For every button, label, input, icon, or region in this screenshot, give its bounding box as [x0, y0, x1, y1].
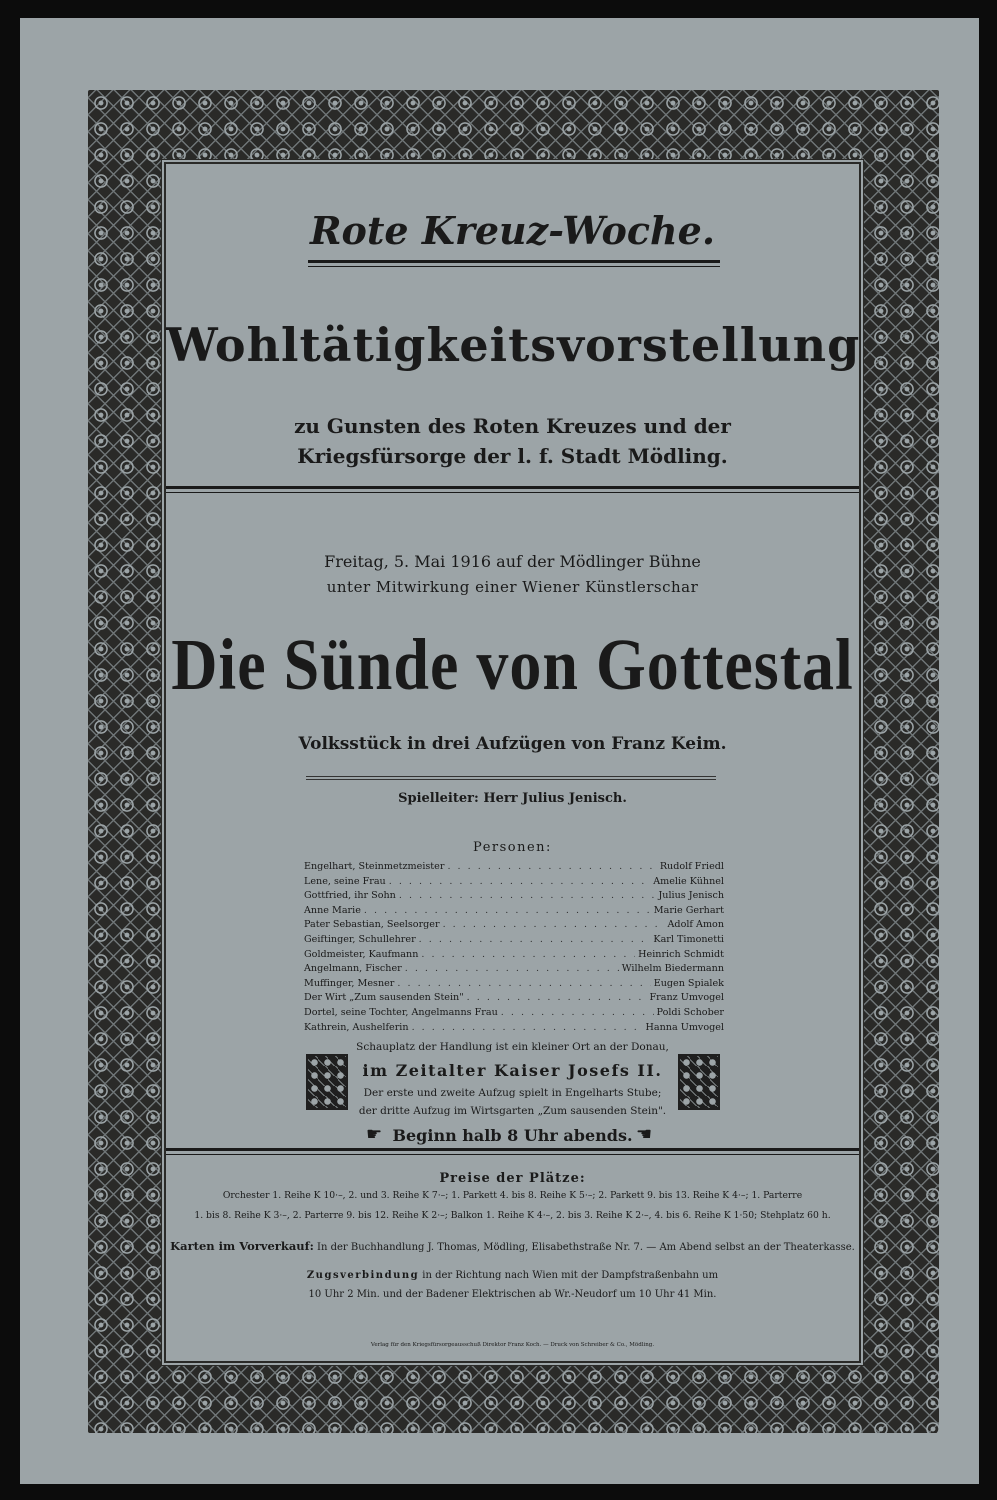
prices-line-2: 1. bis 8. Reihe K 3·–, 2. Parterre 9. bis 12. Reihe K 2·–; Balkon 1. Reihe K 4·–, 2. bis 3. Reihe K 2·–, 4. bis 6. Reihe K 1·50; Stehplatz 60 h.	[194, 1210, 831, 1221]
cast-actor: Amelie Kühnel	[653, 875, 724, 887]
prices-line-1: Orchester 1. Reihe K 10·–, 2. und 3. Reihe K 7·–; 1. Parkett 4. bis 8. Reihe K 5·–; 2. Parkett 9. bis 13. Reihe K 4·–; 1. Parterre	[222, 1190, 803, 1201]
cast-row	[304, 890, 724, 905]
cast-leader-dots	[399, 890, 656, 901]
cast-role: Der Wirt „Zum sausenden Stein"	[304, 992, 464, 1004]
cast-row	[304, 963, 724, 978]
cast-actor: Wilhelm Biedermann	[621, 963, 724, 975]
cast-actor: Poldi Schober	[656, 1006, 724, 1018]
cast-actor: Adolf Amon	[667, 919, 724, 931]
presale-text: In der Buchhandlung J. Thomas, Mödling, Elisabethstraße Nr. 7. — Am Abend selbst an der Theaterkasse.	[317, 1242, 855, 1253]
cast-list	[304, 861, 724, 1036]
setting-line-1: Schauplatz der Handlung ist ein kleiner Ort an der Donau,	[356, 1041, 669, 1053]
presale-label: Karten im Vorverkauf:	[170, 1239, 314, 1253]
cast-leader-dots	[419, 934, 651, 945]
cast-role: Engelhart, Steinmetzmeister	[304, 861, 445, 872]
setting-line-3: Der erste und zweite Aufzug spielt in Engelharts Stube;	[363, 1087, 662, 1099]
cast-row	[304, 1022, 724, 1037]
cast-actor: Marie Gerhart	[653, 904, 724, 916]
cast-heading: Personen:	[473, 840, 552, 855]
section-rule-2	[166, 1148, 859, 1155]
setting-line-4: der dritte Aufzug im Wirtsgarten „Zum sausenden Stein".	[358, 1105, 667, 1117]
cast-leader-dots	[443, 919, 665, 930]
cast-row	[304, 1007, 724, 1022]
cast-role: Muffinger, Mesner	[304, 977, 395, 989]
train-line-2: 10 Uhr 2 Min. und der Badener Elektrischen ab Wr.-Neudorf um 10 Uhr 41 Min.	[308, 1289, 717, 1300]
cast-role: Anne Marie	[304, 904, 361, 916]
imprint: Verlag für den Kriegsfürsorgeausschuß Direktor Franz Koch. — Druck von Schreiber & Co., Mödling.	[370, 1342, 655, 1348]
cast-leader-dots	[389, 876, 650, 887]
section-rule-1	[166, 486, 859, 493]
cast-role: Lene, seine Frau	[304, 875, 386, 887]
cast-actor: Julius Jenisch	[658, 890, 724, 902]
cast-row	[304, 992, 724, 1007]
cast-leader-dots	[467, 992, 647, 1003]
week-heading: Rote Kreuz-Woche.	[309, 208, 716, 253]
cast-leader-dots	[405, 963, 619, 974]
start-time: Beginn halb 8 Uhr abends.	[392, 1126, 633, 1145]
cast-role: Dortel, seine Tochter, Angelmanns Frau	[304, 1006, 498, 1018]
cast-actor: Heinrich Schmidt	[638, 948, 724, 960]
ornament-right	[678, 1054, 720, 1110]
presale-line	[166, 1239, 859, 1253]
cast-row	[304, 905, 724, 920]
event-title: Wohltätigkeitsvorstellung	[166, 318, 861, 372]
cast-leader-dots	[421, 949, 635, 960]
cast-actor: Rudolf Friedl	[659, 861, 724, 872]
cast-row	[304, 934, 724, 949]
cast-leader-dots	[501, 1007, 654, 1018]
cast-row	[304, 949, 724, 964]
cast-actor: Franz Umvogel	[649, 992, 724, 1004]
cast-leader-dots	[364, 905, 651, 916]
train-label: Zugsverbindung	[306, 1270, 420, 1281]
director-line: Spielleiter: Herr Julius Jenisch.	[398, 791, 627, 806]
purpose-line-2: Kriegsfürsorge der l. f. Stadt Mödling.	[297, 444, 728, 468]
purpose-line-1: zu Gunsten des Roten Kreuzes und der	[294, 414, 731, 438]
director-rule	[306, 776, 716, 780]
play-subtitle: Volksstück in drei Aufzügen von Franz Keim.	[298, 734, 727, 754]
cast-leader-dots	[397, 978, 650, 989]
cast-actor: Karl Timonetti	[653, 933, 724, 945]
cast-row	[304, 919, 724, 934]
heading-rule	[308, 260, 720, 267]
poster-sheet	[20, 18, 979, 1484]
cast-leader-dots	[412, 1022, 643, 1033]
train-text-1: in der Richtung nach Wien mit der Dampfstraßenbahn um	[422, 1270, 719, 1281]
pointing-hand-left-icon: ☛	[366, 1124, 383, 1145]
cast-role: Pater Sebastian, Seelsorger	[304, 919, 440, 931]
cooperation-line: unter Mitwirkung einer Wiener Künstlerschar	[326, 578, 699, 596]
cast-role: Goldmeister, Kaufmann	[304, 948, 419, 960]
cast-role: Angelmann, Fischer	[304, 963, 402, 975]
cast-row	[304, 876, 724, 891]
cast-role: Kathrein, Aushelferin	[304, 1021, 409, 1033]
cast-row	[304, 978, 724, 993]
cast-row	[304, 861, 724, 876]
setting-line-2: im Zeitalter Kaiser Josefs II.	[362, 1061, 663, 1080]
ornament-left	[306, 1054, 348, 1110]
poster-content	[166, 164, 859, 1361]
cast-actor: Hanna Umvogel	[645, 1021, 724, 1033]
pointing-hand-right-icon: ☛	[636, 1124, 653, 1145]
train-line-1	[166, 1270, 859, 1281]
cast-actor: Eugen Spialek	[653, 977, 724, 989]
date-line: Freitag, 5. Mai 1916 auf der Mödlinger Bühne	[324, 552, 701, 571]
cast-leader-dots	[447, 861, 656, 872]
cast-role: Gottfried, ihr Sohn	[304, 890, 396, 902]
prices-heading: Preise der Plätze:	[439, 1171, 586, 1186]
cast-role: Geiftinger, Schullehrer	[304, 933, 416, 945]
play-title: Die Sünde von Gottestal	[171, 623, 854, 706]
